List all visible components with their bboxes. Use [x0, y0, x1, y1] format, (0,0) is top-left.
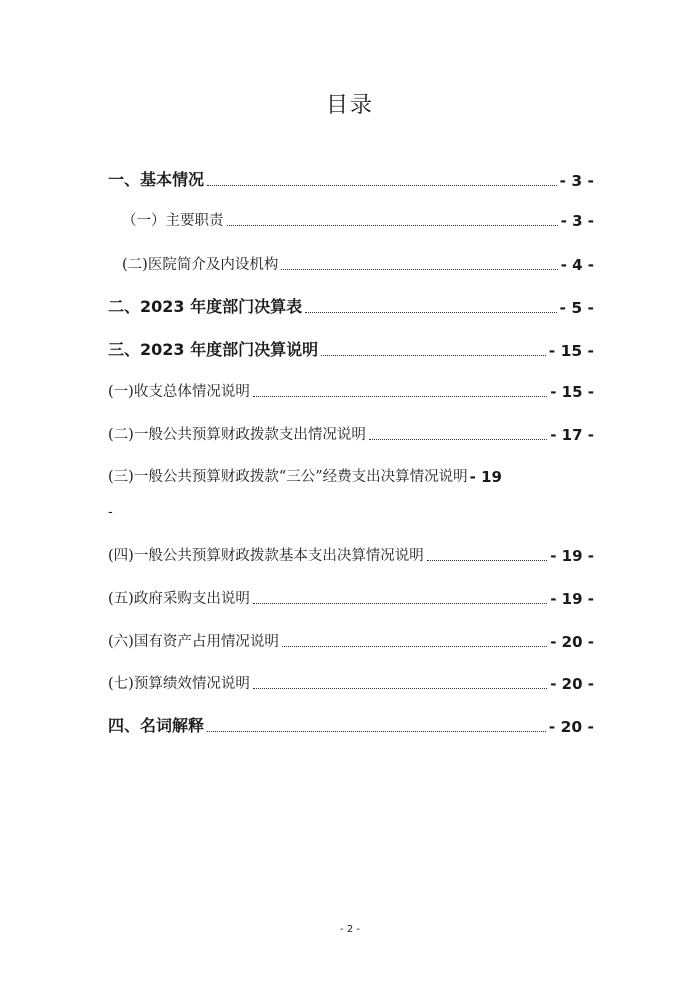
toc-entry-final-accounts-explanation[interactable]: [108, 337, 594, 360]
toc-entry-label: (二)一般公共预算财政拨款支出情况说明: [108, 427, 366, 443]
toc-entry-page: - 20 -: [548, 718, 594, 736]
toc-entry-label: (三)一般公共预算财政拨款“三公”经费支出决算情况说明: [108, 469, 468, 485]
dot-leader: [305, 312, 556, 313]
dot-leader: [253, 396, 547, 397]
dot-leader: [207, 731, 546, 732]
toc-entry-final-accounts-tables[interactable]: [108, 294, 594, 317]
toc-entry-glossary[interactable]: [108, 713, 594, 736]
dot-leader: [281, 269, 557, 270]
toc-entry-income-expenditure[interactable]: [108, 380, 594, 401]
toc-entry-main-duties[interactable]: [122, 209, 594, 230]
toc-entry-government-procurement[interactable]: [108, 587, 594, 608]
toc-title: 目录: [325, 93, 374, 118]
dot-leader: [253, 688, 547, 689]
toc-entry-label: (五)政府采购支出说明: [108, 591, 250, 607]
toc-entry-page: - 17 -: [550, 426, 594, 444]
toc-entry-label: 三、2023 年度部门决算说明: [108, 340, 319, 359]
dot-leader: [369, 439, 547, 440]
toc-entry-state-assets[interactable]: [108, 630, 594, 651]
toc-entry-page: - 3 -: [560, 212, 594, 230]
toc-entry-label: (二)医院简介及内设机构: [122, 257, 279, 273]
dot-leader: [427, 560, 547, 561]
toc-entry-three-public-expenses[interactable]: [108, 465, 594, 486]
toc-entry-page-continuation: -: [108, 504, 113, 520]
toc-entry-label: （一）主要职责: [122, 213, 224, 229]
toc-entry-label: (七)预算绩效情况说明: [108, 676, 250, 692]
page-number-footer: - 2 -: [340, 924, 360, 935]
toc-entry-label: (六)国有资产占用情况说明: [108, 634, 279, 650]
toc-entry-budget-performance[interactable]: [108, 672, 594, 693]
dot-leader: [227, 225, 558, 226]
toc-entry-page: - 19: [469, 468, 502, 486]
toc-entry-page: - 19 -: [550, 547, 594, 565]
toc-entry-page: - 5 -: [559, 299, 594, 317]
toc-entry-general-budget-expenditure[interactable]: [108, 423, 594, 444]
toc-entry-label: 四、名词解释: [108, 716, 205, 735]
toc-entry-page: - 15 -: [550, 383, 594, 401]
toc-entry-hospital-intro[interactable]: [122, 253, 594, 274]
toc-entry-page: - 15 -: [548, 342, 594, 360]
toc-entry-page: - 19 -: [550, 590, 594, 608]
toc-entry-page: - 20 -: [550, 633, 594, 651]
toc-entry-page: - 3 -: [559, 172, 594, 190]
dot-leader: [282, 646, 547, 647]
toc-entry-label: 二、2023 年度部门决算表: [108, 297, 303, 316]
toc-entry-page: - 20 -: [550, 675, 594, 693]
toc-entry-label: 一、基本情况: [108, 170, 205, 189]
toc-entry-basic-info[interactable]: [108, 167, 594, 190]
dot-leader: [207, 185, 557, 186]
dot-leader: [253, 603, 547, 604]
dot-leader: [321, 355, 546, 356]
toc-entry-basic-expenditure[interactable]: [108, 544, 594, 565]
toc-entry-page: - 4 -: [560, 256, 594, 274]
toc-entry-label: (四)一般公共预算财政拨款基本支出决算情况说明: [108, 548, 424, 564]
toc-entry-label: (一)收支总体情况说明: [108, 384, 250, 400]
